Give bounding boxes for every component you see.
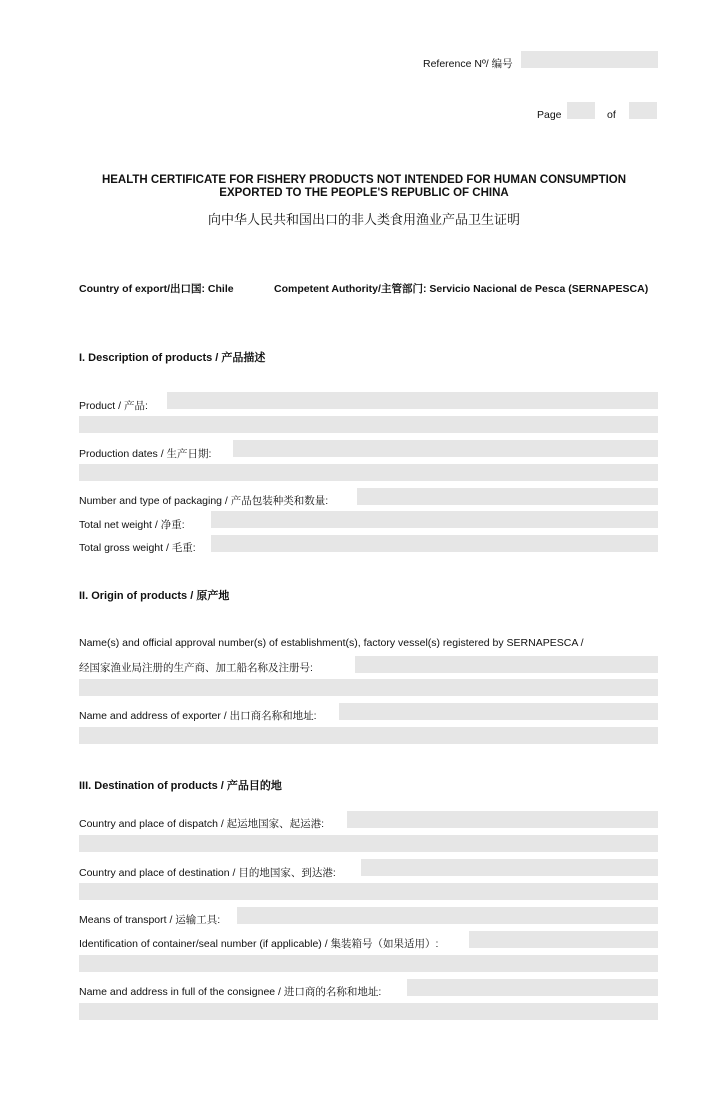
exporter-field-line2[interactable] — [79, 727, 658, 744]
page-label: Page — [537, 109, 562, 121]
net-weight-label: Total net weight / 净重: — [79, 519, 185, 531]
transport-label: Means of transport / 运输工具: — [79, 914, 221, 926]
page-number-field[interactable] — [567, 102, 595, 119]
section-2-heading: II. Origin of products / 原产地 — [79, 590, 230, 602]
exporter-field[interactable] — [339, 703, 658, 720]
of-label: of — [607, 109, 616, 121]
container-field[interactable] — [469, 931, 658, 948]
reference-label: Reference Nº/ 编号 — [423, 58, 513, 70]
gross-weight-label: Total gross weight / 毛重: — [79, 542, 196, 554]
product-field-line2[interactable] — [79, 416, 658, 433]
country-of-export-label: Country of export/出口国: — [79, 283, 205, 295]
container-label: Identification of container/seal number (if applicable) / 集装箱号（如果适用）: — [79, 938, 439, 950]
dispatch-field[interactable] — [347, 811, 658, 828]
packaging-label: Number and type of packaging / 产品包装种类和数量: — [79, 495, 329, 507]
net-weight-field[interactable] — [211, 511, 658, 528]
exporter-label: Name and address of exporter / 出口商名称和地址: — [79, 710, 317, 722]
transport-field[interactable] — [237, 907, 658, 924]
production-dates-field-line2[interactable] — [79, 464, 658, 481]
dispatch-label: Country and place of dispatch / 起运地国家、起运港: — [79, 818, 325, 830]
packaging-field[interactable] — [357, 488, 658, 505]
production-dates-label: Production dates / 生产日期: — [79, 448, 212, 460]
page-total-field[interactable] — [629, 102, 657, 119]
gross-weight-field[interactable] — [211, 535, 658, 552]
establishment-label-zh: 经国家渔业局注册的生产商、加工船名称及注册号: — [79, 662, 313, 674]
product-label: Product / 产品: — [79, 400, 148, 412]
destination-label: Country and place of destination / 目的地国家、到达港: — [79, 867, 336, 879]
section-3-heading: III. Destination of products / 产品目的地 — [79, 780, 282, 792]
container-field-line2[interactable] — [79, 955, 658, 972]
certificate-title-zh: 向中华人民共和国出口的非人类食用渔业产品卫生证明 — [207, 212, 520, 227]
consignee-label: Name and address in full of the consignee / 进口商的名称和地址: — [79, 986, 382, 998]
country-of-export-value: Chile — [207, 283, 234, 295]
establishment-label: Name(s) and official approval number(s) of establishment(s), factory vessel(s) registered by SERNAPESCA / — [79, 637, 584, 649]
establishment-field[interactable] — [355, 656, 658, 673]
certificate-title-line2: EXPORTED TO THE PEOPLE'S REPUBLIC OF CHINA — [219, 187, 509, 199]
competent-authority-label: Competent Authority/主管部门: — [274, 283, 427, 295]
competent-authority — [274, 281, 648, 296]
dispatch-field-line2[interactable] — [79, 835, 658, 852]
production-dates-field[interactable] — [233, 440, 658, 457]
country-of-export — [79, 281, 234, 296]
certificate-title-line1: HEALTH CERTIFICATE FOR FISHERY PRODUCTS NOT INTENDED FOR HUMAN CONSUMPTION — [101, 174, 627, 186]
consignee-field-line2[interactable] — [79, 1003, 658, 1020]
section-1-heading: I. Description of products / 产品描述 — [79, 352, 266, 364]
establishment-field-line2[interactable] — [79, 679, 658, 696]
consignee-field[interactable] — [407, 979, 658, 996]
product-field[interactable] — [167, 392, 658, 409]
destination-field[interactable] — [361, 859, 658, 876]
competent-authority-value: Servicio Nacional de Pesca (SERNAPESCA) — [429, 283, 649, 295]
destination-field-line2[interactable] — [79, 883, 658, 900]
reference-number-field[interactable] — [521, 51, 658, 68]
